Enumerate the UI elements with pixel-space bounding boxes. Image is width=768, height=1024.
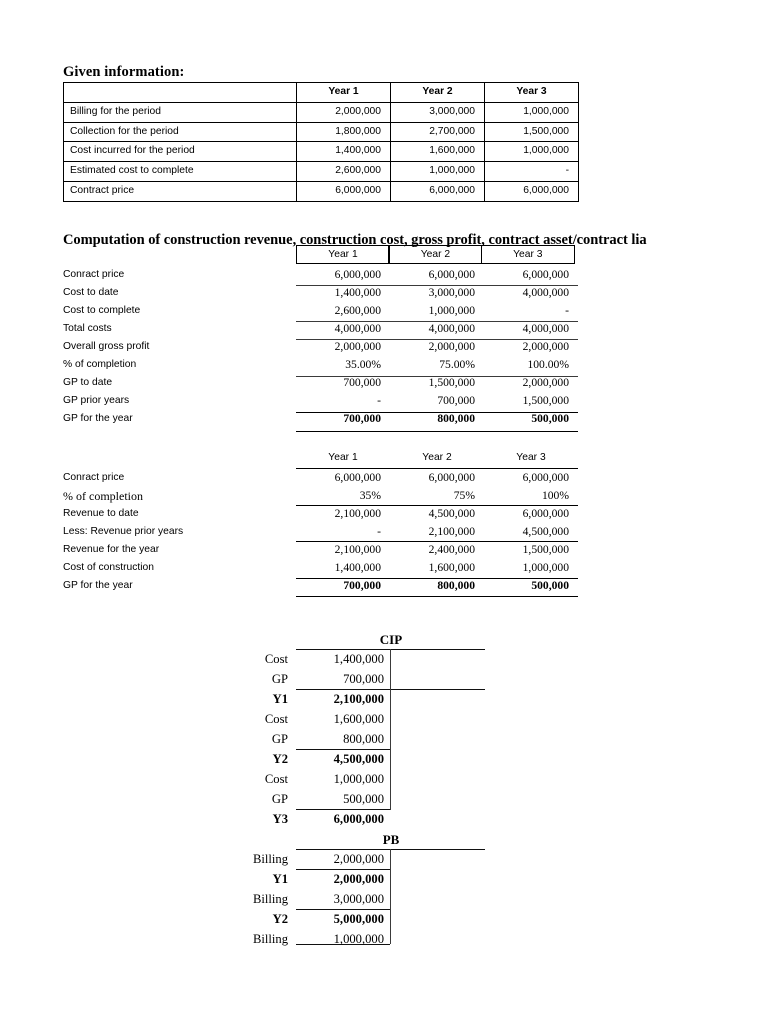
cell-year1: 2,100,000: [334, 507, 381, 520]
t-account-divider: [390, 649, 391, 810]
row-value: 6,000,000: [333, 812, 384, 826]
cell-year3: 6,000,000: [522, 268, 569, 281]
table-rule: [296, 468, 578, 469]
t-account-row: [230, 849, 390, 869]
cell-year1: 2,000,000: [334, 340, 381, 353]
column-header-year2: Year 2: [422, 452, 452, 463]
cell-year3: 100.00%: [527, 358, 569, 371]
cell-year3: 4,000,000: [522, 286, 569, 299]
cell-year2: 2,100,000: [428, 525, 475, 538]
cell-year1: 4,000,000: [334, 322, 381, 335]
row-label: Cost to date: [63, 287, 119, 298]
t-account-row-total: [230, 809, 390, 829]
row-label: Total costs: [63, 323, 112, 334]
table-rule: [296, 541, 578, 542]
cell-year3: 500,000: [531, 579, 569, 592]
table-row: [63, 505, 578, 523]
column-header-year3: Year 3: [516, 452, 546, 463]
t-account-row: [230, 729, 390, 749]
table-rule: [296, 285, 578, 286]
cell-year2: 700,000: [437, 394, 475, 407]
given-information-table: [63, 82, 579, 202]
cell-year1: 700,000: [343, 579, 381, 592]
row-value: 5,000,000: [333, 912, 384, 926]
column-header-year1: Year 1: [296, 245, 390, 264]
table-row: [64, 182, 579, 202]
row-label: Contract price: [64, 182, 297, 202]
cell-year3: 1,500,000: [485, 122, 579, 142]
row-value: 2,100,000: [333, 692, 384, 706]
cell-year3: 1,000,000: [522, 561, 569, 574]
cell-year3: 6,000,000: [485, 182, 579, 202]
cell-year1: 1,400,000: [334, 561, 381, 574]
cell-year2: 75%: [453, 489, 475, 502]
row-label: Cost: [264, 712, 288, 726]
row-value: 700,000: [343, 672, 384, 686]
cell-year3: 1,000,000: [485, 102, 579, 122]
row-value: 2,000,000: [333, 852, 384, 866]
cell-year2: 1,600,000: [391, 142, 485, 162]
row-label: GP for the year: [63, 580, 133, 591]
cell-year2: 6,000,000: [391, 182, 485, 202]
row-label: Cost: [264, 772, 288, 786]
row-value: 1,000,000: [333, 772, 384, 786]
column-header-blank: [64, 83, 297, 103]
cell-year1: 35%: [359, 489, 381, 502]
row-label: Conract price: [63, 472, 125, 483]
column-header-year3: Year 3: [481, 245, 575, 264]
revenue-header-row: [296, 450, 578, 467]
cell-year3: 4,000,000: [522, 322, 569, 335]
row-label: Cost incurred for the period: [64, 142, 297, 162]
cell-year2: 800,000: [437, 579, 475, 592]
table-row: [63, 338, 578, 356]
table-row: [63, 487, 578, 505]
cell-year3: 1,000,000: [485, 142, 579, 162]
row-label: Estimated cost to complete: [64, 162, 297, 182]
table-row: [64, 102, 579, 122]
table-row: [63, 302, 578, 320]
row-label: Y1: [272, 872, 288, 886]
cell-year2: 1,600,000: [428, 561, 475, 574]
row-value: 800,000: [343, 732, 384, 746]
cell-year2: 75.00%: [439, 358, 475, 371]
t-account-row: [230, 889, 390, 909]
row-label: Conract price: [63, 269, 125, 280]
t-account-row-total: [230, 869, 390, 889]
cell-year3: 500,000: [531, 412, 569, 425]
table-row: [63, 392, 578, 410]
table-row: [63, 266, 578, 284]
row-label: Less: Revenue prior years: [63, 526, 184, 537]
table-rule: [296, 431, 578, 432]
table-row: [63, 284, 578, 302]
t-account-row: [230, 929, 390, 949]
table-row: [63, 541, 578, 559]
t-account-row: [230, 789, 390, 809]
table-rule: [296, 578, 578, 579]
t-account-row: [230, 669, 390, 689]
cell-year3: -: [565, 304, 569, 317]
table-row: [63, 469, 578, 487]
cell-year3: 6,000,000: [522, 507, 569, 520]
cell-year1: -: [377, 394, 381, 407]
t-account-row: [230, 769, 390, 789]
row-label: Billing for the period: [64, 102, 297, 122]
column-header-year1: Year 1: [297, 83, 391, 103]
t-account-divider: [390, 849, 391, 944]
cell-year3: 6,000,000: [522, 471, 569, 484]
t-account-row-total: [230, 909, 390, 929]
table-rule: [296, 321, 578, 322]
row-value: 1,600,000: [333, 712, 384, 726]
column-header-year2: Year 2: [391, 83, 485, 103]
table-header-row: [64, 83, 579, 103]
table-row: [63, 559, 578, 577]
row-value: 2,000,000: [333, 872, 384, 886]
cell-year3: 100%: [541, 489, 569, 502]
cell-year2: 2,000,000: [428, 340, 475, 353]
gross-profit-header-row: [296, 245, 578, 264]
table-rule: [296, 412, 578, 413]
row-label: Billing: [253, 892, 288, 906]
t-account-row: [230, 649, 390, 669]
cell-year3: 1,500,000: [522, 543, 569, 556]
row-value: 4,500,000: [333, 752, 384, 766]
row-label: GP: [271, 672, 288, 686]
row-label: Cost to complete: [63, 305, 141, 316]
cell-year2: 4,500,000: [428, 507, 475, 520]
cell-year1: 2,600,000: [334, 304, 381, 317]
cell-year1: 35.00%: [345, 358, 381, 371]
table-rule: [296, 596, 578, 597]
row-label: Y2: [272, 912, 288, 926]
table-rule: [296, 339, 578, 340]
cell-year2: 6,000,000: [428, 471, 475, 484]
cell-year1: 2,600,000: [297, 162, 391, 182]
row-label: Cost of construction: [63, 562, 154, 573]
row-label: Collection for the period: [64, 122, 297, 142]
row-value: 3,000,000: [333, 892, 384, 906]
table-row: [63, 356, 578, 374]
row-label: Cost: [264, 652, 288, 666]
column-header-year2: Year 2: [388, 245, 482, 264]
row-label: GP: [271, 792, 288, 806]
cell-year2: 6,000,000: [428, 268, 475, 281]
table-row-total: [63, 577, 578, 595]
cell-year1: -: [377, 525, 381, 538]
row-label: Y2: [272, 752, 288, 766]
cell-year1: 700,000: [343, 376, 381, 389]
cell-year2: 2,700,000: [391, 122, 485, 142]
cell-year3: 2,000,000: [522, 340, 569, 353]
row-label: Billing: [253, 932, 288, 946]
cell-year1: 6,000,000: [297, 182, 391, 202]
row-label: Revenue to date: [63, 508, 139, 519]
computation-heading: Computation of construction revenue, construction cost, gross profit, contract asset/contract lia: [63, 232, 647, 248]
cell-year2: 800,000: [437, 412, 475, 425]
t-account-row: [230, 709, 390, 729]
row-label: GP to date: [63, 377, 113, 388]
table-row: [64, 162, 579, 182]
row-value: 500,000: [343, 792, 384, 806]
cell-year3: 2,000,000: [522, 376, 569, 389]
row-label: % of completion: [63, 489, 143, 503]
row-label: % of completion: [63, 359, 137, 370]
cell-year1: 1,400,000: [297, 142, 391, 162]
row-label: GP for the year: [63, 413, 133, 424]
t-account-row-total: [230, 749, 390, 769]
row-label: Billing: [253, 852, 288, 866]
cell-year1: 2,000,000: [297, 102, 391, 122]
row-label: GP prior years: [63, 395, 130, 406]
row-label: Revenue for the year: [63, 544, 160, 555]
cell-year1: 1,800,000: [297, 122, 391, 142]
cell-year2: 1,000,000: [391, 162, 485, 182]
column-header-year1: Year 1: [328, 452, 358, 463]
given-information-heading: Given information:: [63, 64, 185, 80]
cell-year2: 4,000,000: [428, 322, 475, 335]
table-rule: [296, 505, 578, 506]
cell-year3: 1,500,000: [522, 394, 569, 407]
cell-year2: 1,000,000: [428, 304, 475, 317]
row-label: Y3: [272, 812, 288, 826]
t-account-row-total: [230, 689, 390, 709]
cell-year1: 6,000,000: [334, 268, 381, 281]
cell-year2: 3,000,000: [428, 286, 475, 299]
cell-year2: 2,400,000: [428, 543, 475, 556]
gross-profit-table: [63, 266, 578, 428]
column-header-year3: Year 3: [485, 83, 579, 103]
table-rule: [296, 376, 578, 377]
row-label: Y1: [272, 692, 288, 706]
revenue-table: [63, 469, 578, 595]
table-row: [63, 320, 578, 338]
cell-year3: 4,500,000: [522, 525, 569, 538]
cell-year2: 1,500,000: [428, 376, 475, 389]
row-label: Overall gross profit: [63, 341, 150, 352]
cell-year3: -: [485, 162, 579, 182]
cell-year1: 700,000: [343, 412, 381, 425]
cell-year2: 3,000,000: [391, 102, 485, 122]
row-label: GP: [271, 732, 288, 746]
table-row: [63, 523, 578, 541]
cell-year1: 1,400,000: [334, 286, 381, 299]
row-value: 1,000,000: [333, 932, 384, 946]
row-value: 1,400,000: [333, 652, 384, 666]
t-account-title-pb: PB: [382, 832, 400, 847]
table-row: [64, 122, 579, 142]
t-account-title-cip: CIP: [379, 632, 403, 647]
cell-year1: 2,100,000: [334, 543, 381, 556]
cell-year1: 6,000,000: [334, 471, 381, 484]
table-row: [64, 142, 579, 162]
